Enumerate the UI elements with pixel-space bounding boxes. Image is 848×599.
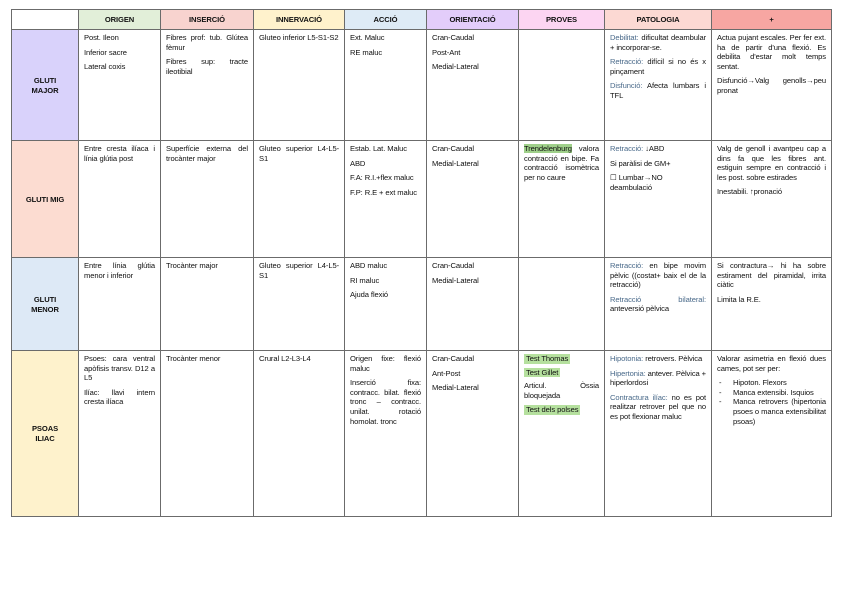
table-row <box>12 351 832 517</box>
highlighted-test: Test Thomas <box>526 354 569 363</box>
row-header-gluti-mig <box>12 141 79 258</box>
row-name-line: GLUTI <box>33 294 57 304</box>
cell-text: Fibres sup: tracte ileotibial <box>166 57 248 76</box>
cell-text: Post. Ileon <box>84 33 119 42</box>
cell-origen <box>79 258 161 351</box>
header-patologia: PATOLOGIA <box>605 10 712 30</box>
pathology-label: Contractura ilíac: <box>610 392 668 402</box>
cell-text <box>610 159 706 169</box>
cell-proves <box>519 351 605 517</box>
cell-orientacio <box>427 351 519 517</box>
dash-list <box>717 378 826 426</box>
cell-text: Trocànter major <box>166 261 218 270</box>
header-orientacio: ORIENTACIÓ <box>427 10 519 30</box>
row-header-psoas-iliac <box>12 351 79 517</box>
cell-accio <box>345 141 427 258</box>
cell-origen <box>79 30 161 141</box>
cell-innervacio <box>254 30 345 141</box>
cell-extra <box>712 141 832 258</box>
pathology-label: Debilitat: <box>610 33 639 42</box>
cell-text: F.A: R.I.+flex maluc <box>350 173 414 183</box>
pathology-text: Si paràlisi de GM+ <box>610 158 671 168</box>
pathology-label: Disfunció: <box>610 81 643 91</box>
cell-text: Medial-Lateral <box>432 275 479 285</box>
header-origen: ORIGEN <box>79 10 161 30</box>
table-row <box>12 30 832 141</box>
list-item: - Manca extensibi. Isquios <box>717 388 826 398</box>
cell-text: Psoes: cara ventral apòfisis transv. D12 a L5 <box>84 354 155 383</box>
header-empty <box>12 10 79 30</box>
row-header-gluti-menor <box>12 258 79 351</box>
header-innervacio: INNERVACIÓ <box>254 10 345 30</box>
header-row <box>12 10 832 30</box>
cell-proves <box>519 30 605 141</box>
cell-patologia <box>605 141 712 258</box>
cell-text: Fibres prof: tub. Glútea fèmur <box>166 33 248 52</box>
cell-insercio <box>161 30 254 141</box>
cell-text: Post-Ant <box>432 47 461 57</box>
cell-text: Ajuda flexió <box>350 290 389 300</box>
cell-text: Inferior sacre <box>84 47 127 57</box>
cell-origen <box>79 351 161 517</box>
cell-text: Medial-Lateral <box>432 158 479 168</box>
list-item: - Manca retrovers (hipertonia psoes o manca extensibilitat psoas) <box>717 397 826 426</box>
muscle-table <box>11 9 832 517</box>
cell-insercio <box>161 258 254 351</box>
pathology-label: Retracció: <box>610 144 644 153</box>
pathology-text: ☐ Lumbar→NO deambulació <box>610 173 663 192</box>
cell-proves <box>519 141 605 258</box>
table-row <box>12 258 832 351</box>
cell-orientacio <box>427 141 519 258</box>
cell-origen <box>79 141 161 258</box>
cell-proves <box>519 258 605 351</box>
cell-text <box>610 393 706 422</box>
header-proves: PROVES <box>519 10 605 30</box>
pathology-text: en bipe movim pèlvic ((costat+ baix el de la retracció) <box>610 261 706 290</box>
cell-text: RI maluc <box>350 275 380 285</box>
row-name-line: GLUTI <box>33 75 57 85</box>
cell-text: RE maluc <box>350 47 383 57</box>
cell-text: Inestabili. ↑pronació <box>717 187 783 197</box>
cell-text: Medial-Lateral <box>432 383 479 393</box>
cell-text <box>610 81 706 100</box>
cell-text <box>610 261 706 290</box>
test-description: Articul. Òssia bloquejada <box>524 381 599 400</box>
cell-text: Entre cresta ilíaca i línia glútia post <box>84 144 155 163</box>
cell-patologia <box>605 258 712 351</box>
cell-text: ABD <box>350 158 366 168</box>
cell-text <box>610 295 706 314</box>
cell-innervacio <box>254 258 345 351</box>
pathology-text: anteversió pèlvica <box>610 304 669 314</box>
row-name-line: ILIAC <box>35 434 55 443</box>
cell-text: Entre línia glútia menor i inferior <box>84 261 155 280</box>
cell-text <box>610 354 706 364</box>
cell-text: Superfície externa del trocànter major <box>166 144 248 163</box>
cell-text: ABD maluc <box>350 261 388 270</box>
cell-text: F.P: R.E + ext maluc <box>350 187 417 197</box>
table-row <box>12 141 832 258</box>
pathology-label: Hipotonia: <box>610 354 644 363</box>
pathology-text: ↓ABD <box>643 144 665 153</box>
row-name-line: PSOAS <box>31 424 59 434</box>
highlighted-test: Test Gillet <box>526 367 559 377</box>
cell-text: Cran-Caudal <box>432 354 474 363</box>
cell-text: Gluteo superior L4-L5-S1 <box>259 261 339 280</box>
cell-insercio <box>161 141 254 258</box>
pathology-label: Retracció: <box>610 57 644 67</box>
cell-patologia <box>605 30 712 141</box>
pathology-label: Retracció: <box>610 261 644 270</box>
cell-text: Si contractura→ hi ha sobre estirament del piramidal, irrita ciàtic <box>717 261 826 290</box>
row-header-gluti-major <box>12 30 79 141</box>
cell-text: Lateral coxis <box>84 62 126 72</box>
pathology-text: Afecta lumbars i TFL <box>610 81 706 100</box>
cell-accio <box>345 351 427 517</box>
list-item: - Hipoton. Flexors <box>717 378 826 388</box>
cell-text: Valorar asimetria en flexió dues cames, pot ser per: <box>717 354 826 373</box>
cell-text: Valg de genoll i avantpeu cap a dins fa que les fibres ant. estiguin sempre en contracció i les post. sobre estirades <box>717 144 826 182</box>
cell-text: Gluteo inferior L5-S1-S2 <box>259 33 339 42</box>
cell-text <box>610 173 706 192</box>
cell-text: Cran-Caudal <box>432 261 474 270</box>
cell-extra <box>712 351 832 517</box>
highlighted-test: Test dels polses <box>526 405 579 415</box>
cell-text: Disfunció→Valg genolls→peu pronat <box>717 76 826 95</box>
cell-text: Ilíac: llavi intern cresta ilíaca <box>84 387 155 407</box>
cell-orientacio <box>427 258 519 351</box>
cell-text: Inserció fixa: contracc. bilat. flexió tronc – contracc. unilat. rotació homolat. tronc <box>350 378 421 426</box>
cell-text: Trocànter menor <box>166 354 221 363</box>
cell-insercio <box>161 351 254 517</box>
cell-text <box>524 144 599 182</box>
pathology-text: dificultat deambular + incorporar-se. <box>610 33 706 52</box>
cell-text: Gluteo superior L4-L5-S1 <box>259 144 339 163</box>
cell-text: Ant-Post <box>432 368 461 378</box>
cell-text: Medial-Lateral <box>432 62 479 72</box>
cell-accio <box>345 30 427 141</box>
cell-text: Origen fixe: flexió maluc <box>350 354 421 373</box>
cell-text: Crural L2-L3-L4 <box>259 354 311 363</box>
cell-accio <box>345 258 427 351</box>
row-name-line: MENOR <box>31 304 59 314</box>
header-accio: ACCIÓ <box>345 10 427 30</box>
cell-text <box>610 57 706 76</box>
cell-text <box>610 144 706 154</box>
pathology-text: retrovers. Pèlvica <box>643 354 703 363</box>
cell-text: Limita la R.E. <box>717 294 761 304</box>
pathology-label: Retracció bilateral: <box>610 294 706 304</box>
cell-text <box>610 369 706 388</box>
cell-text: Ext. Maluc <box>350 33 385 42</box>
cell-text: Cran-Caudal <box>432 33 474 42</box>
cell-orientacio <box>427 30 519 141</box>
cell-text: Estab. Lat. Maluc <box>350 144 407 153</box>
row-name-line: MAJOR <box>31 85 59 95</box>
pathology-text: no es pot realitzar retrover pel que no es pot flexionar maluc <box>610 392 706 421</box>
cell-text <box>610 33 706 52</box>
header-extra: + <box>712 10 832 30</box>
row-name-line: GLUTI MIG <box>25 194 65 204</box>
test-description: valora contracció en bipe. Fa contracció isomètrica per no caure <box>524 144 599 182</box>
cell-extra <box>712 258 832 351</box>
cell-text: Cran-Caudal <box>432 144 474 153</box>
pathology-text: difícil si no és x pinçament <box>610 57 706 76</box>
header-insercio: INSERCIÓ <box>161 10 254 30</box>
cell-extra <box>712 30 832 141</box>
pathology-text: antever. Pèlvica + hiperlordosi <box>610 368 706 388</box>
cell-innervacio <box>254 141 345 258</box>
cell-patologia <box>605 351 712 517</box>
cell-text: Actua pujant escales. Per fer ext. ha de partir d'una flexió. Es debilita d'estar molt temps sentat. <box>717 33 826 71</box>
pathology-label: Hipertonia: <box>610 368 646 378</box>
cell-innervacio <box>254 351 345 517</box>
highlighted-test: Trendelenburg <box>524 144 572 153</box>
